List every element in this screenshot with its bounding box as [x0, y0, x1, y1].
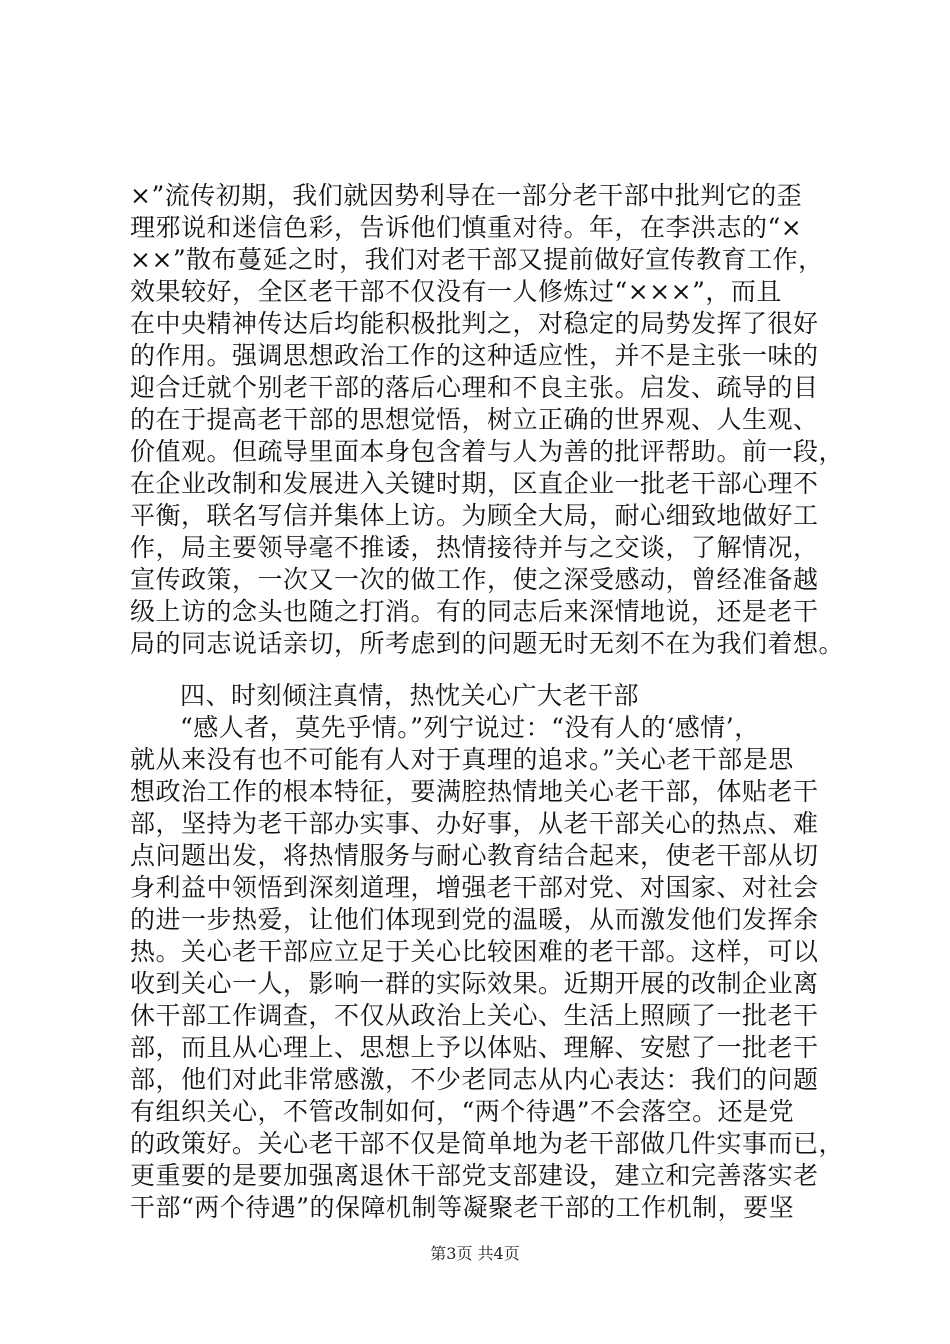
- text-line: 干部“两个待遇”的保障机制等凝聚老干部的工作机制，要坚: [130, 1193, 795, 1222]
- text-line: 部，他们对此非常感激，不少老同志从内心表达：我们的问题: [130, 1065, 819, 1094]
- text-line: 在中央精神传达后均能积极批判之，对稳定的局势发挥了很好: [130, 309, 819, 338]
- page-number-footer: 第3页 共4页: [430, 1244, 520, 1263]
- text-line: 在企业改制和发展进入关键时期，区直企业一批老干部心理不: [130, 469, 819, 498]
- text-line: 有组织关心，不管改制如何，“两个待遇”不会落空。还是党: [130, 1097, 795, 1126]
- text-line: 宣传政策，一次又一次的做工作，使之深受感动，曾经准备越: [130, 565, 819, 594]
- text-line: 收到关心一人，影响一群的实际效果。近期开展的改制企业离: [130, 969, 819, 998]
- text-line: 更重要的是要加强离退休干部党支部建设，建立和完善落实老: [130, 1161, 819, 1190]
- text-line: 的作用。强调思想政治工作的这种适应性，并不是主张一味的: [130, 341, 819, 370]
- section-heading: 四、时刻倾注真情，热忱关心广大老干部: [180, 681, 640, 710]
- text-line: ××”散布蔓延之时，我们对老干部又提前做好宣传教育工作，: [130, 245, 824, 274]
- text-line: 作，局主要领导毫不推诿，热情接待并与之交谈，了解情况，: [130, 533, 819, 562]
- text-line: ×”流传初期，我们就因势利导在一部分老干部中批判它的歪: [130, 181, 803, 210]
- text-line: 点问题出发，将热情服务与耐心教育结合起来，使老干部从切: [130, 841, 819, 870]
- text-line: 就从来没有也不可能有人对于真理的追求。”关心老干部是思: [130, 745, 794, 774]
- text-line: 价值观。但疏导里面本身包含着与人为善的批评帮助。前一段，: [130, 437, 845, 466]
- text-line: “感人者，莫先乎情。”列宁说过：“没有人的‘感情’，: [180, 713, 760, 742]
- text-line: 部，坚持为老干部办实事、办好事，从老干部关心的热点、难: [130, 809, 819, 838]
- text-line: 级上访的念头也随之打消。有的同志后来深情地说，还是老干: [130, 597, 819, 626]
- text-line: 休干部工作调查，不仅从政治上关心、生活上照顾了一批老干: [130, 1001, 819, 1030]
- text-line: 理邪说和迷信色彩，告诉他们慎重对待。年，在李洪志的“×: [130, 213, 803, 242]
- text-line: 的政策好。关心老干部不仅是简单地为老干部做几件实事而已，: [130, 1129, 845, 1158]
- text-line: 身利益中领悟到深刻道理，增强老干部对党、对国家、对社会: [130, 873, 819, 902]
- text-line: 迎合迁就个别老干部的落后心理和不良主张。启发、疏导的目: [130, 373, 819, 402]
- text-line: 的在于提高老干部的思想觉悟，树立正确的世界观、人生观、: [130, 405, 819, 434]
- text-line: 效果较好，全区老干部不仅没有一人修炼过“×××”，而且: [130, 277, 782, 306]
- text-line: 想政治工作的根本特征，要满腔热情地关心老干部，体贴老干: [130, 777, 819, 806]
- text-line: 局的同志说话亲切，所考虑到的问题无时无刻不在为我们着想。: [130, 629, 845, 658]
- text-line: 热。关心老干部应立足于关心比较困难的老干部。这样，可以: [130, 937, 819, 966]
- text-line: 部，而且从心理上、思想上予以体贴、理解、安慰了一批老干: [130, 1033, 819, 1062]
- text-line: 平衡，联名写信并集体上访。为顾全大局，耐心细致地做好工: [130, 501, 819, 530]
- text-line: 的进一步热爱，让他们体现到党的温暖，从而激发他们发挥余: [130, 905, 819, 934]
